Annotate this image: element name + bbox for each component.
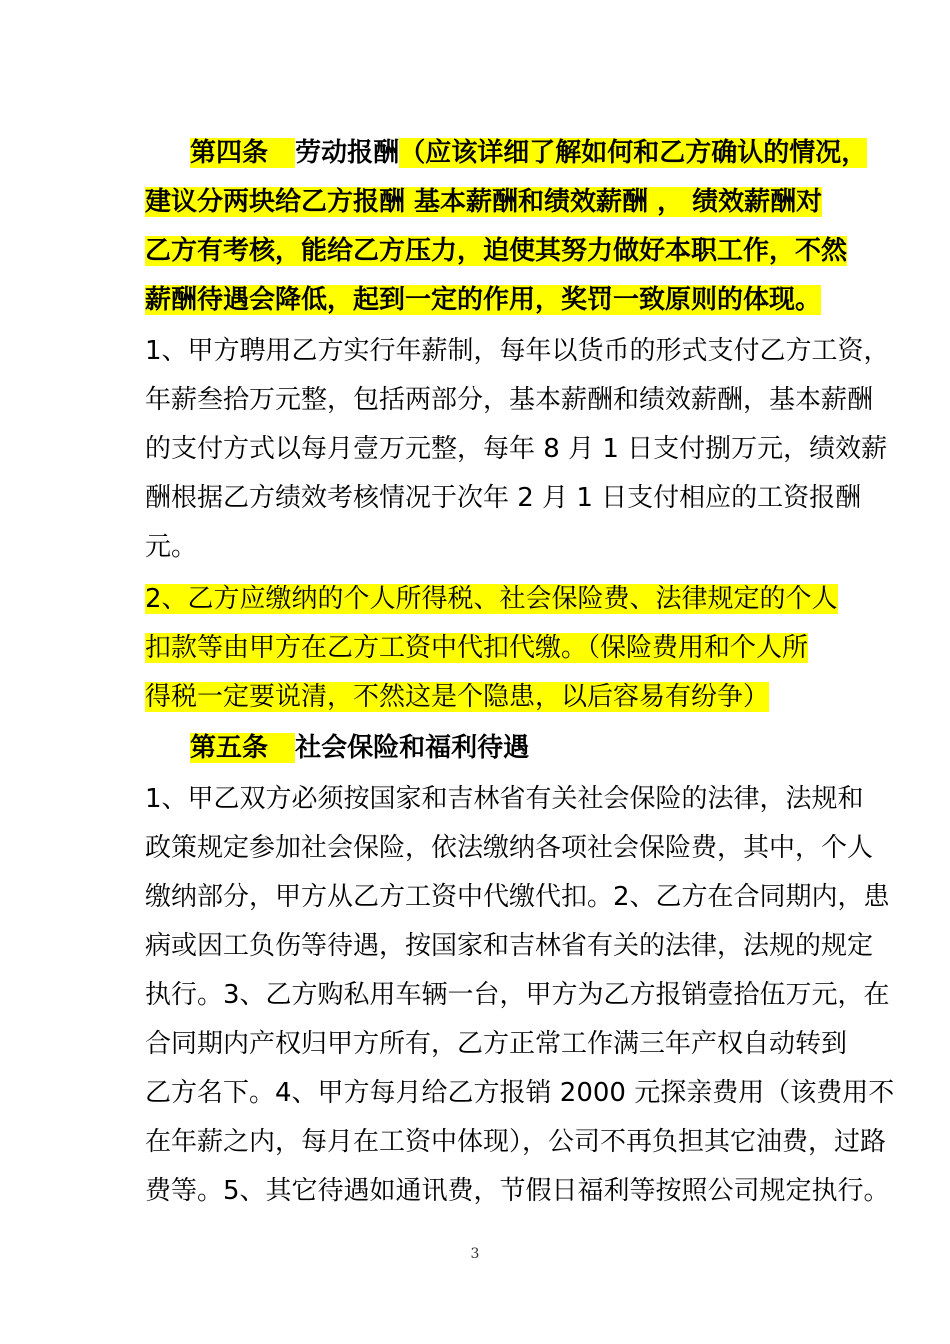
article5-label: 第五条: [190, 733, 269, 763]
article4-item1-line: 酬根据乙方绩效考核情况于次年 2 月 1 日支付相应的工资报酬: [145, 483, 862, 513]
article4-item1-line: 1、甲方聘用乙方实行年薪制，每年以货币的形式支付乙方工资，: [145, 336, 890, 366]
article4-title: 劳动报酬: [295, 138, 400, 168]
article5-body-line: 病或因工负伤等待遇，按国家和吉林省有关的法律，法规的规定: [145, 931, 874, 961]
article5-body-line: 在年薪之内，每月在工资中体现），公司不再负担其它油费，过路: [145, 1127, 887, 1157]
article5-body-line: 乙方名下。4、甲方每月给乙方报销 2000 元探亲费用（该费用不: [145, 1078, 895, 1108]
article4-item1-line: 年薪叁拾万元整，包括两部分，基本薪酬和绩效薪酬，基本薪酬: [145, 385, 874, 415]
article5-body-line: 缴纳部分，甲方从乙方工资中代缴代扣。2、乙方在合同期内，患: [145, 882, 890, 912]
article5-body-line: 合同期内产权归甲方所有，乙方正常工作满三年产权自动转到: [145, 1029, 848, 1059]
article4-item2-line: 扣款等由甲方在乙方工资中代扣代缴。（保险费用和个人所: [145, 633, 809, 663]
article5-body-line: 执行。3、乙方购私用车辆一台，甲方为乙方报销壹拾伍万元，在: [145, 980, 890, 1010]
article5-body-line: 政策规定参加社会保险，依法缴纳各项社会保险费，其中，个人: [145, 833, 874, 863]
article5-body-line: 1、甲乙双方必须按国家和吉林省有关社会保险的法律，法规和: [145, 784, 864, 814]
article5-heading: [190, 723, 870, 773]
article5-title: 社会保险和福利待遇: [295, 733, 530, 763]
article4-heading: [190, 128, 870, 178]
article4-note-line: 薪酬待遇会降低，起到一定的作用，奖罚一致原则的体现。: [145, 285, 822, 315]
article4-item2-line: 2、乙方应缴纳的个人所得税、社会保险费、法律规定的个人: [145, 584, 838, 614]
article4-item2-line: 得税一定要说清，不然这是个隐患，以后容易有纷争）: [145, 682, 770, 712]
article5-body-line: 费等。5、其它待遇如通讯费，节假日福利等按照公司规定执行。: [145, 1176, 890, 1206]
page-number: 3: [470, 1246, 480, 1262]
article4-note-line: （应该详细了解如何和乙方确认的情况，: [399, 138, 868, 168]
article4-note-line: 乙方有考核，能给乙方压力，迫使其努力做好本职工作，不然: [145, 236, 848, 266]
article4-item1-line: 元。: [145, 532, 198, 562]
article4-item1-line: 的支付方式以每月壹万元整，每年 8 月 1 日支付捌万元，绩效薪: [145, 434, 888, 464]
article4-label: 第四条: [190, 138, 269, 168]
article4-note-line: 建议分两块给乙方报酬 基本薪酬和绩效薪酬 ， 绩效薪酬对: [145, 187, 823, 217]
